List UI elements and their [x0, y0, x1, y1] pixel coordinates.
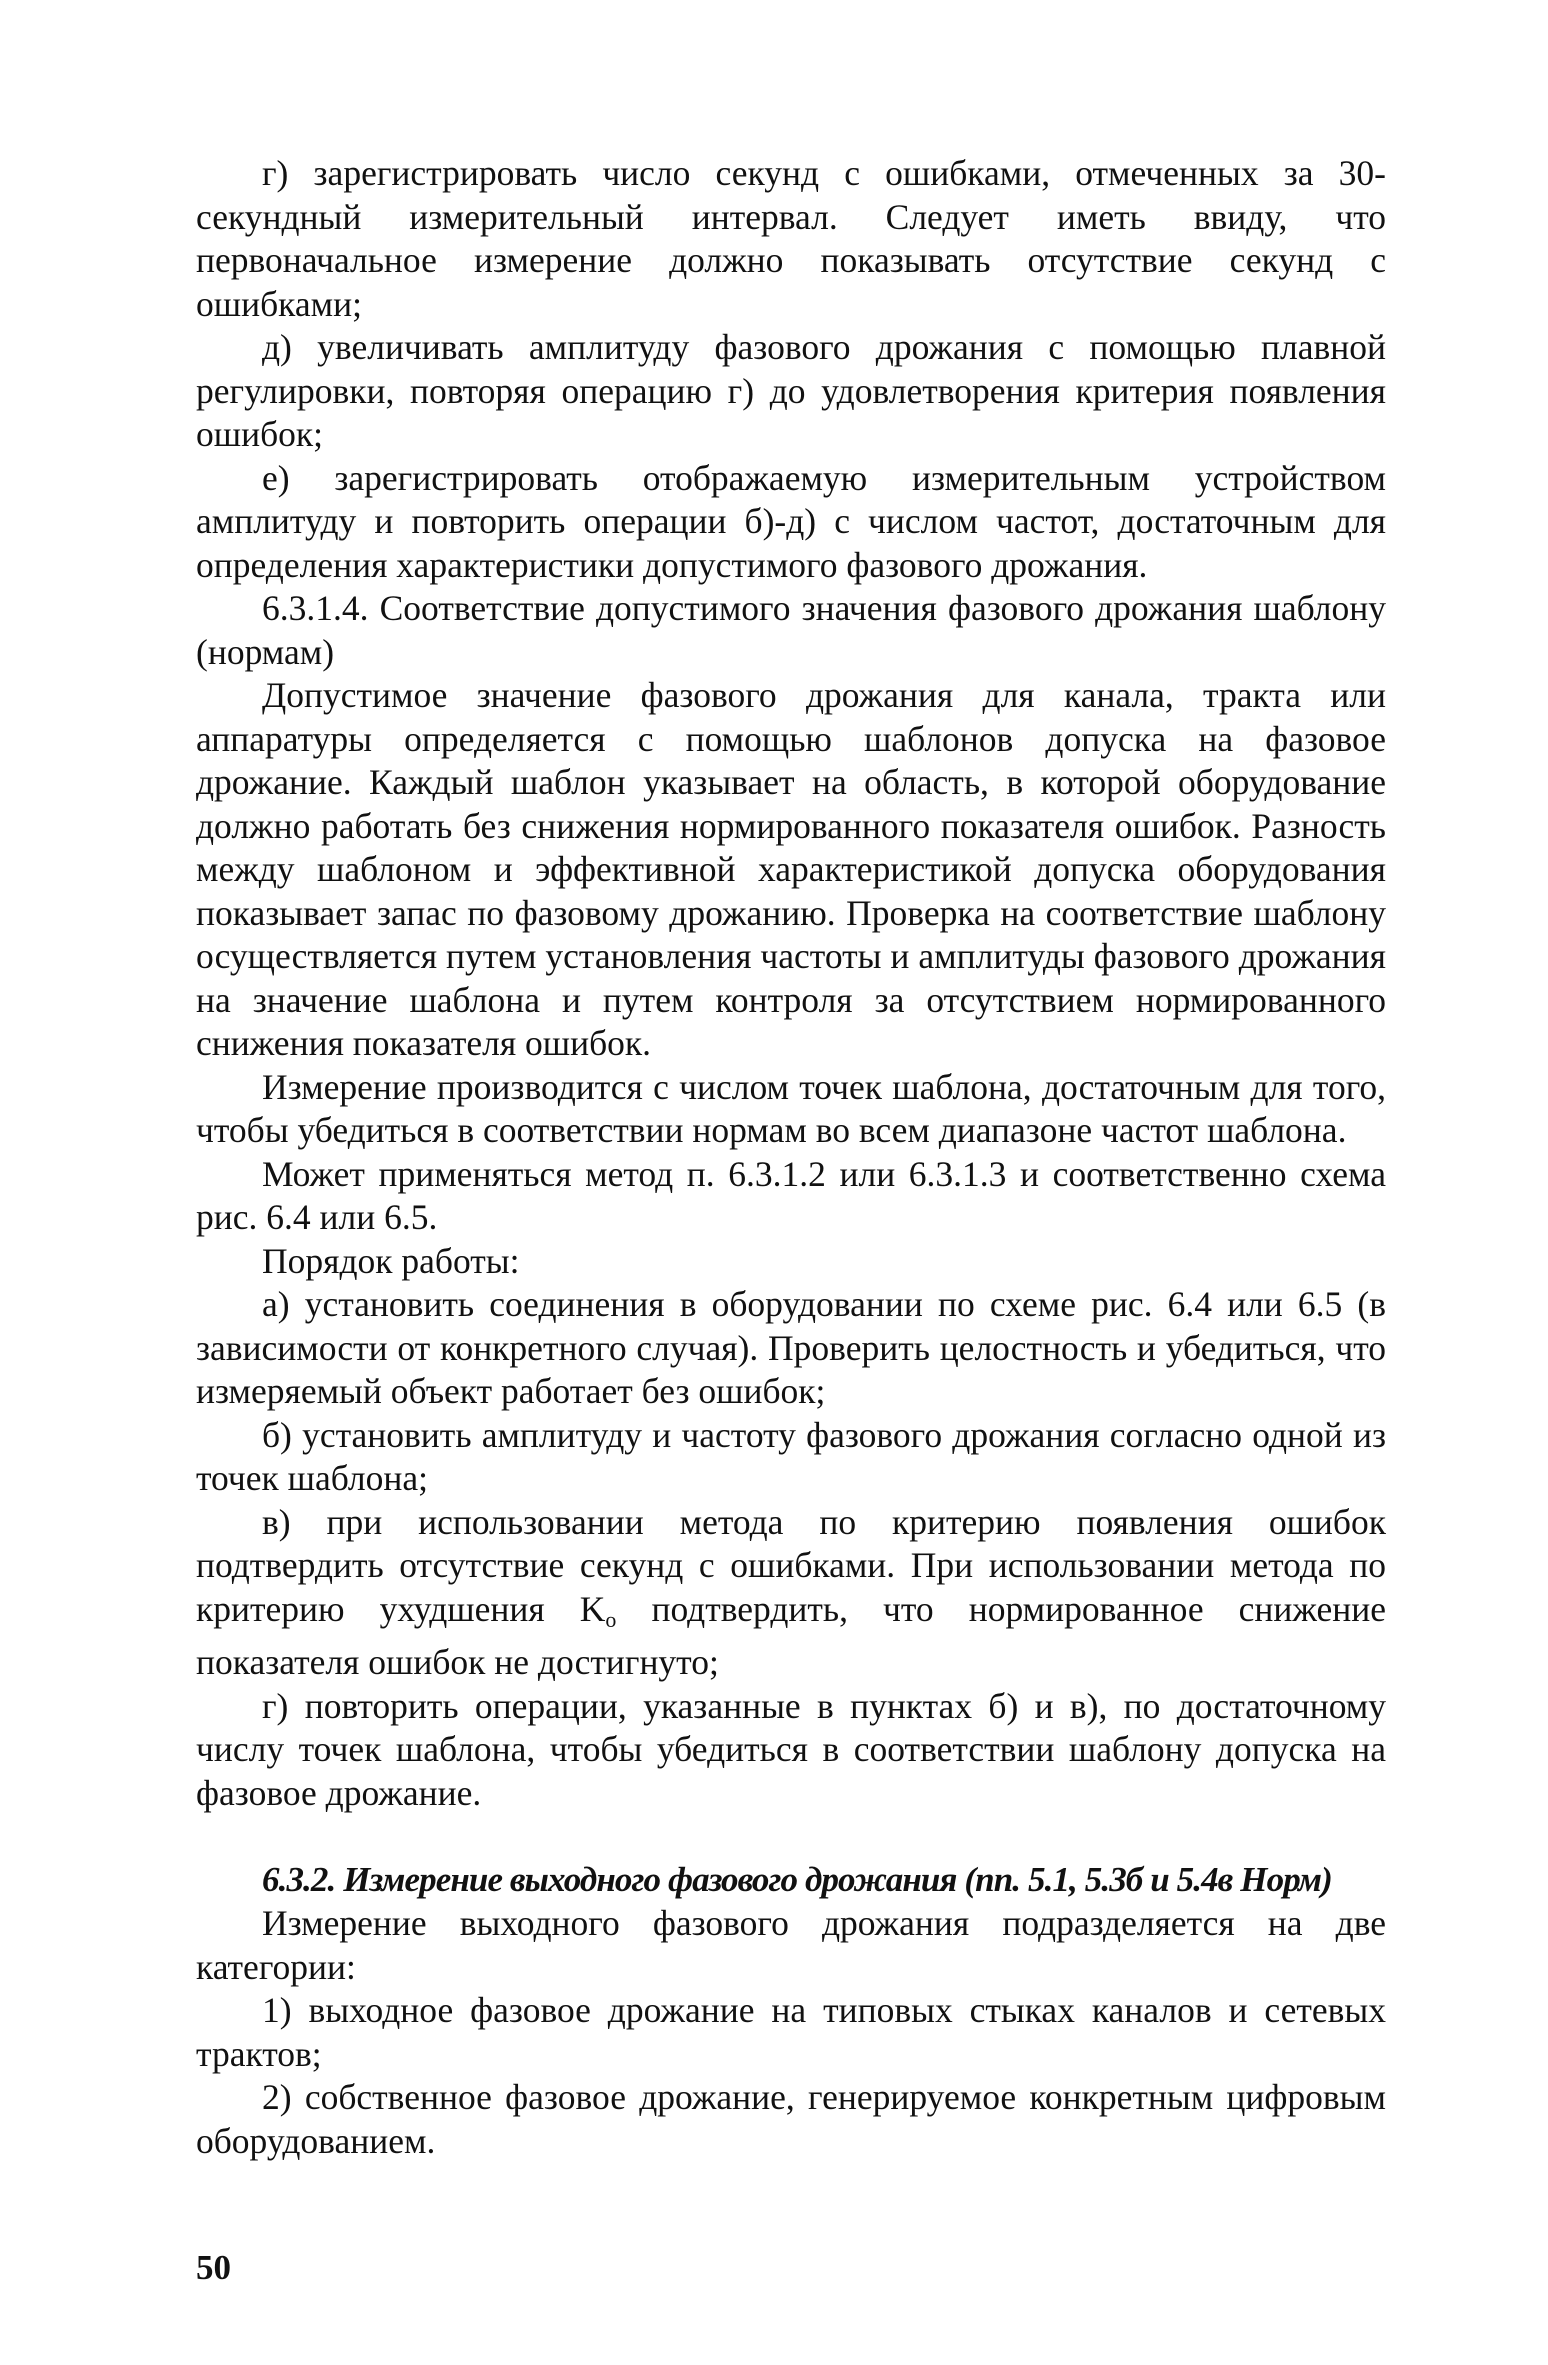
- paragraph-p10: б) установить амплитуду и частоту фазового дрожания согласно одной из точек шаблона;: [196, 1414, 1386, 1498]
- subscript-o: o: [605, 1606, 617, 1632]
- paragraph-p2: д) увеличивать амплитуду фазового дрожания с помощью плавной регулировки, повторяя операцию г) до удовлетворения критерия появления ошибок;: [196, 327, 1386, 454]
- paragraph-p15: 2) собственное фазовое дрожание, генерируемое конкретным цифровым оборудованием.: [196, 2077, 1386, 2161]
- paragraph-p1: г) зарегистрировать число секунд с ошибками, отмеченных за 30-секундный измерительный интервал. Следует иметь ввиду, что первоначальное измерение должно показывать отсутствие секунд с ошибками;: [196, 153, 1386, 324]
- paragraph-group-top: [196, 152, 1386, 1501]
- section-heading: 6.3.2. Измерение выходного фазового дрожания (пп. 5.1, 5.3б и 5.4в Норм): [262, 1860, 1332, 1899]
- paragraph-p7: Может применяться метод п. 6.3.1.2 или 6.3.1.3 и соответственно схема рис. 6.4 или 6.5.: [196, 1153, 1386, 1237]
- paragraph-p14: 1) выходное фазовое дрожание на типовых стыках каналов и сетевых трактов;: [196, 1990, 1386, 2074]
- paragraph-p9: а) установить соединения в оборудовании по схеме рис. 6.4 или 6.5 (в зависимости от конкретного случая). Проверить целостность и убедиться, что измеряемый объект работает без ошибок;: [196, 1284, 1386, 1411]
- paragraph: г) повторить операции, указанные в пунктах б) и в), по достаточному числу точек шаблона, чтобы убедиться в соответствии шаблону допуска на фазовое дрожание.: [196, 1685, 1386, 1813]
- text-column: [196, 152, 1386, 2163]
- paragraph-text: подтвердить, что нормированное снижение показателя ошибок не достигнуто;: [196, 1588, 1386, 1682]
- paragraph-p13: Измерение выходного фазового дрожания подразделяется на две категории:: [196, 1903, 1386, 1987]
- paragraph-group-bottom: [196, 1902, 1386, 2163]
- paragraph-p6: Измерение производится с числом точек шаблона, достаточным для того, чтобы убедиться в соответствии нормам во всем диапазоне частот шаблона.: [196, 1066, 1386, 1150]
- paragraph-p3: е) зарегистрировать отображаемую измерительным устройством амплитуду и повторить операции б)-д) с числом частот, достаточным для определения характеристики допустимого фазового дрожания.: [196, 457, 1386, 585]
- paragraph-p5: Допустимое значение фазового дрожания для канала, тракта или аппаратуры определяется с помощью шаблонов допуска на фазовое дрожание. Каждый шаблон указывает на область, в которой оборудование должно работать без снижения нормированного показателя ошибок. Разность между шаблоном и эффективной характеристикой допуска оборудования показывает запас по фазовому дрожанию. Проверка на соответствие шаблону осуществляется путем установления частоты и амплитуды фазового дрожания на значение шаблона и путем контроля за отсутствием нормированного снижения показателя ошибок.: [196, 675, 1386, 1063]
- paragraph-p4: 6.3.1.4. Соответствие допустимого значения фазового дрожания шаблону (нормам): [196, 588, 1386, 672]
- paragraph-p8: Порядок работы:: [262, 1240, 520, 1281]
- paragraph: [196, 1501, 1386, 1685]
- page-number: 50: [196, 2248, 231, 2287]
- paragraph-text: в) при использовании метода по критерию появления ошибок подтвердить отсутствие секунд с ошибками. При использовании метода по критерию ухудшения K: [196, 1501, 1386, 1629]
